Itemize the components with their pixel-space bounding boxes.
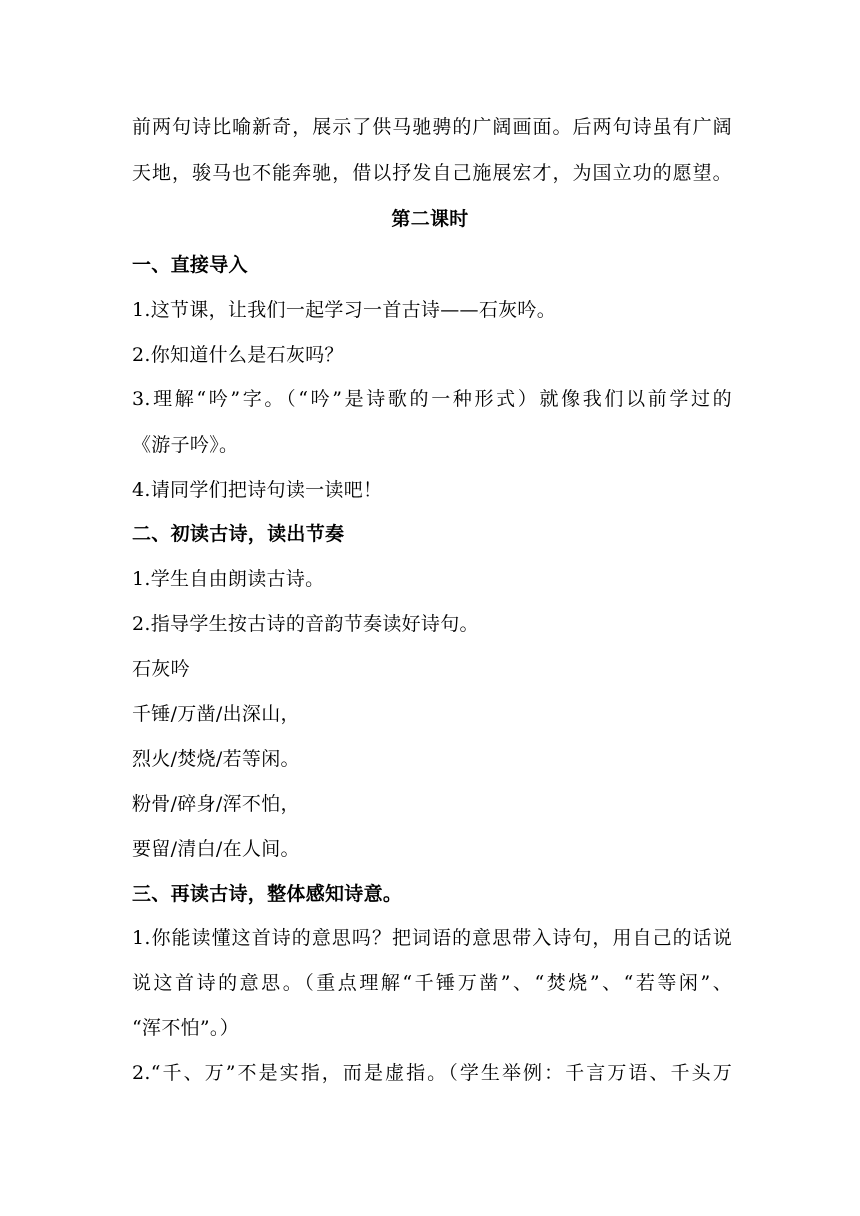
list-item: 2.指导学生按古诗的音韵节奏读好诗句。 xyxy=(132,613,479,635)
poem-line: 千锤/万凿/出深山， xyxy=(132,703,300,725)
paragraph-line: 天地，骏马也不能奔驰，借以抒发自己施展宏才，为国立功的愿望。 xyxy=(132,162,732,184)
list-item: 1.你能读懂这首诗的意思吗？把词语的意思带入诗句，用自己的话说 xyxy=(132,927,732,949)
list-item-continuation: “浑不怕”。） xyxy=(132,1017,240,1039)
poem-line: 要留/清白/在人间。 xyxy=(132,838,300,860)
list-item-continuation: 说这首诗的意思。（重点理解“千锤万凿”、“焚烧”、“若等闲”、 xyxy=(132,972,732,994)
poem-line: 粉骨/碎身/浑不怕， xyxy=(132,793,300,815)
section-heading: 二、初读古诗，读出节奏 xyxy=(132,523,345,545)
list-item: 2.你知道什么是石灰吗？ xyxy=(132,344,344,366)
section-heading: 一、直接导入 xyxy=(132,254,248,276)
list-item: 2.“千、万”不是实指，而是虚指。（学生举例：千言万语、千头万 xyxy=(132,1062,732,1084)
list-item: 1.这节课，让我们一起学习一首古诗——石灰吟。 xyxy=(132,299,557,321)
poem-title: 石灰吟 xyxy=(132,658,190,680)
section-heading: 三、再读古诗，整体感知诗意。 xyxy=(132,883,403,905)
list-item: 3.理解“吟”字。（“吟”是诗歌的一种形式）就像我们以前学过的 xyxy=(132,388,732,410)
list-item-continuation: 《游子吟》。 xyxy=(132,434,239,456)
paragraph-line: 前两句诗比喻新奇，展示了供马驰骋的广阔画面。后两句诗虽有广阔 xyxy=(132,116,732,138)
list-item: 4.请同学们把诗句读一读吧！ xyxy=(132,479,383,501)
poem-line: 烈火/焚烧/若等闲。 xyxy=(132,748,300,770)
list-item: 1.学生自由朗读古诗。 xyxy=(132,568,325,590)
lesson-heading: 第二课时 xyxy=(391,208,469,230)
